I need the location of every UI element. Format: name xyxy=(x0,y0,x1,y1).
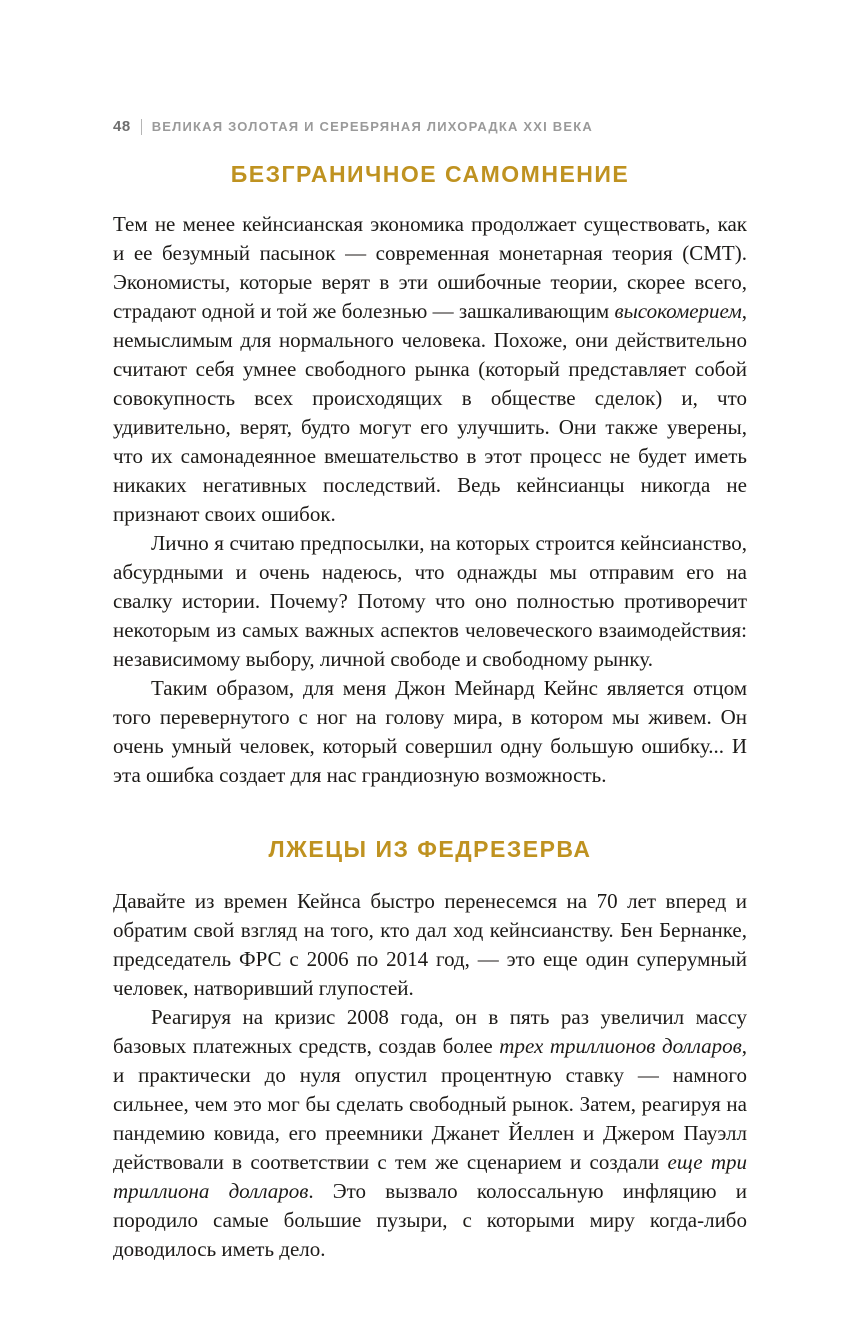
section-heading-1: БЕЗГРАНИЧНОЕ САМОМНЕНИЕ xyxy=(230,161,630,187)
text-run: Давайте из времен Кейнса быстро перенесемся на 70 лет вперед и обратим свой взгляд на того, кто дал ход кейнсианству. Бен Бернанке, председатель ФРС с 2006 по 2014 год, — это еще один суперумный человек, натворивший глупостей. xyxy=(113,889,747,1000)
paragraph xyxy=(113,1003,747,1264)
running-head-divider xyxy=(141,119,142,135)
text-run: , и практически до нуля опустил процентную ставку — намного сильнее, чем это мог бы сделать свободный рынок. Затем, реагируя на пандемию ковида, его преемники Джанет Йеллен и Джером Пауэлл действовали в соответствии с тем же сценарием и создали xyxy=(113,1034,747,1174)
text-run: Тем не менее кейнсианская экономика продолжает существовать, как и ее безумный пасынок — современная монетарная теория (СМТ). Экономисты, которые верят в эти ошибочные теории, скорее всего, страдают одной и той же болезнью — зашкаливающим xyxy=(113,212,747,323)
paragraph xyxy=(113,210,747,529)
paragraph xyxy=(113,529,747,674)
text-run: Таким образом, для меня Джон Мейнард Кейнс является отцом того перевернутого с ног на голову мира, в котором мы живем. Он очень умный человек, который совершил одну большую ошибку... И эта ошибка создает для нас грандиозную возможность. xyxy=(113,676,747,787)
page-content xyxy=(113,118,747,1264)
emphasized-text: трех триллионов долларов xyxy=(499,1034,742,1058)
text-run: , немыслимым для нормального человека. Похоже, они действительно считают себя умнее свободного рынка (который представляет собой совокупность всех происходящих в обществе сделок) и, что удивительно, верят, будто могут его улучшить. Они также уверены, что их самонадеянное вмешательство в этот процесс не будет иметь никаких негативных последствий. Ведь кейнсианцы никогда не признают своих ошибок. xyxy=(113,299,747,526)
text-run: Лично я считаю предпосылки, на которых строится кейнсианство, абсурдными и очень надеюсь, что однажды мы отправим его на свалку истории. Почему? Потому что оно полностью противоречит некоторым из самых важных аспектов человеческого взаимодействия: независимому выбору, личной свободе и свободному рынку. xyxy=(113,531,747,671)
text-run: . Это вызвало колоссальную инфляцию и породило самые большие пузыри, с которыми миру когда-либо доводилось иметь дело. xyxy=(113,1179,748,1261)
emphasized-text: еще три триллиона долларов xyxy=(113,1150,748,1203)
page-number: 48 xyxy=(113,118,131,135)
paragraph xyxy=(113,674,747,790)
text-run: Реагируя на кризис 2008 года, он в пять раз увеличил массу базовых платежных средств, создав более xyxy=(113,1005,747,1058)
emphasized-text: высокомерием xyxy=(614,299,742,323)
running-head-title: ВЕЛИКАЯ ЗОЛОТАЯ И СЕРЕБРЯНАЯ ЛИХОРАДКА XXI ВЕКА xyxy=(151,119,593,134)
section-heading-2: ЛЖЕЦЫ ИЗ ФЕДРЕЗЕРВА xyxy=(268,836,592,862)
running-head xyxy=(113,118,747,135)
paragraph xyxy=(113,887,747,1003)
